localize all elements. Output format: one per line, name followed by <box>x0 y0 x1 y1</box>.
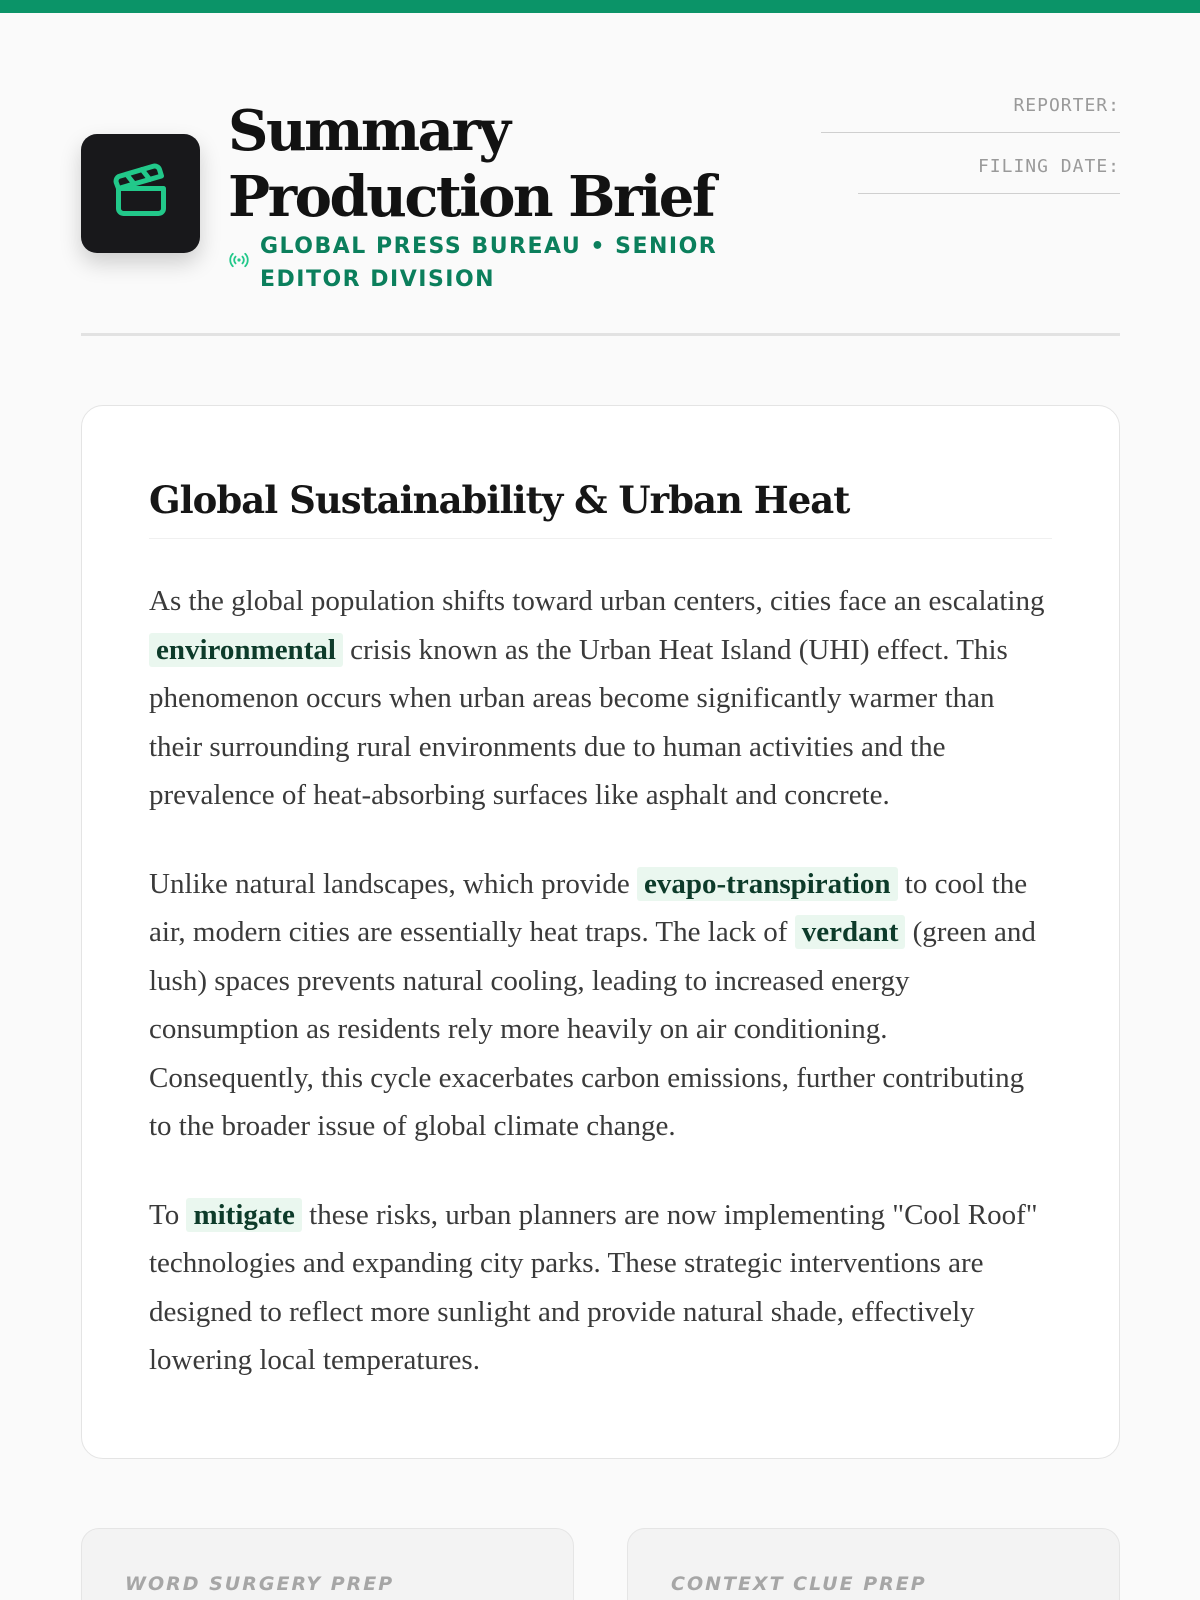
word-surgery-prep-label: WORD SURGERY PREP <box>125 1573 395 1595</box>
article-paragraph-3 <box>149 1191 1052 1385</box>
filing-date-label: FILING DATE: <box>977 156 1120 177</box>
article-card <box>81 405 1120 1459</box>
paragraph-text: crisis known as the Urban Heat Island (UHI) effect. This phenomenon occurs when urban areas become significantly warmer than their surrounding rural environments due to human activities and the prevalence of heat-absorbing surfaces like asphalt and concrete. <box>149 633 1008 811</box>
title-line-1: Summary <box>228 98 509 164</box>
vocab-term-mitigate: mitigate <box>186 1198 301 1232</box>
broadcast-icon <box>228 252 250 296</box>
subtitle <box>260 230 730 296</box>
header-divider <box>81 333 1120 336</box>
subtitle-row <box>228 230 748 296</box>
filing-meta <box>800 92 1120 194</box>
subtitle-line-1: GLOBAL PRESS BUREAU • SENIOR <box>260 234 718 259</box>
word-surgery-prep-card <box>81 1528 574 1600</box>
reporter-field[interactable] <box>821 132 1120 133</box>
article-paragraph-1 <box>149 577 1052 820</box>
paragraph-text: (green and lush) spaces prevents natural cooling, leading to increased energy consumption as residents rely more heavily on air conditioning. Consequently, this cycle exacerbates carbon emissions, further contributing to the broader issue of global climate change. <box>149 916 1036 1142</box>
context-clue-prep-card <box>627 1528 1120 1600</box>
paragraph-text: As the global population shifts toward urban centers, cities face an escalating <box>149 585 1045 617</box>
paragraph-text: To <box>149 1198 187 1231</box>
title-line-2: Production Brief <box>228 164 714 230</box>
article-title: Global Sustainability & Urban Heat <box>149 474 1052 539</box>
clapperboard-icon <box>111 161 171 226</box>
filing-date-field[interactable] <box>858 193 1120 194</box>
paragraph-text: Unlike natural landscapes, which provide <box>149 867 638 900</box>
vocab-term-verdant: verdant <box>795 915 906 949</box>
top-accent-bar <box>0 0 1200 13</box>
paragraph-text: to cool the air, modern cities are essentially heat traps. The lack of <box>149 867 1028 948</box>
vocab-term-evapo-transpiration: evapo-transpiration <box>637 867 898 901</box>
reporter-label: REPORTER: <box>1013 95 1120 116</box>
logo <box>81 134 200 253</box>
context-clue-prep-label: CONTEXT CLUE PREP <box>671 1573 927 1595</box>
article-paragraph-2 <box>149 860 1052 1151</box>
page-title <box>228 98 788 230</box>
subtitle-line-2: EDITOR DIVISION <box>260 267 496 292</box>
vocab-term-environmental: environmental <box>149 633 343 667</box>
paragraph-text: these risks, urban planners are now implementing "Cool Roof" technologies and expanding city parks. These strategic interventions are designed to reflect more sunlight and provide natural shade, effectively lowering local temperatures. <box>149 1198 1038 1376</box>
